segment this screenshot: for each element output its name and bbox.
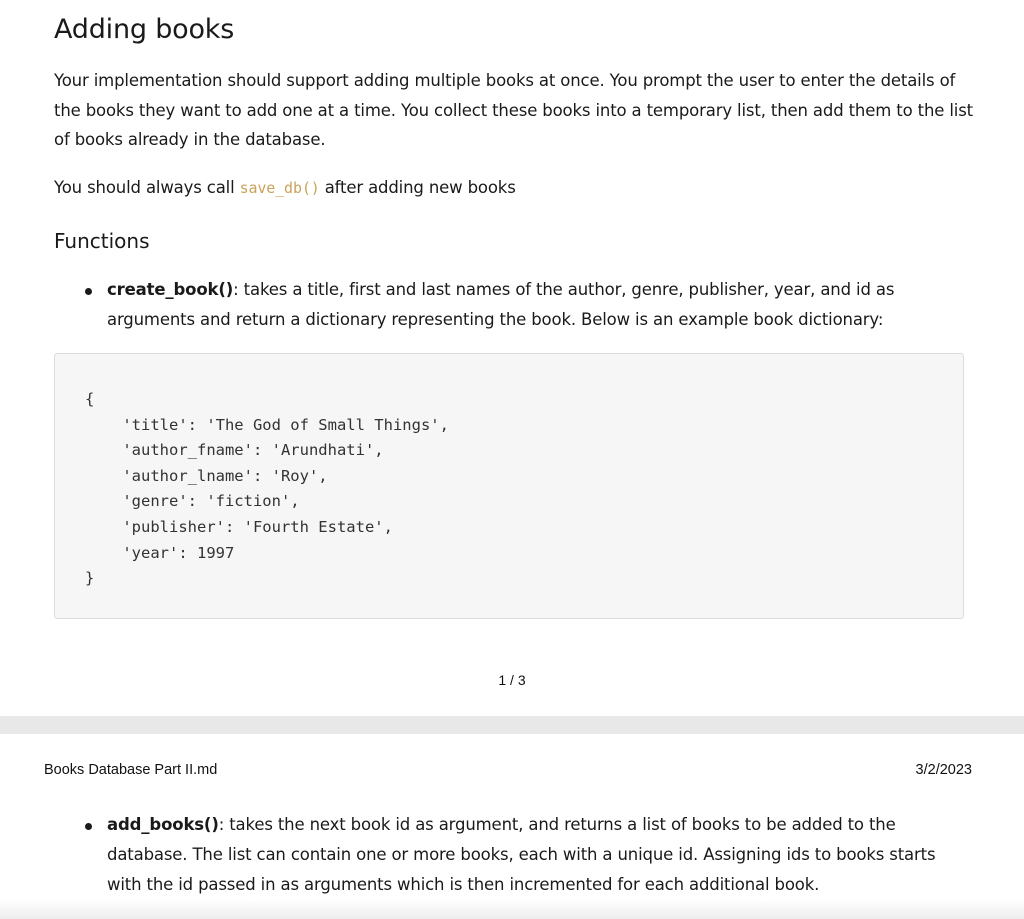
- code-line: 'title': 'The God of Small Things',: [85, 415, 449, 434]
- code-line: 'publisher': 'Fourth Estate',: [85, 517, 393, 536]
- functions-list: [54, 275, 954, 335]
- code-block: [54, 353, 964, 619]
- create-book-function-name: create_book(): [107, 280, 234, 299]
- list-item-add-books: [54, 810, 954, 900]
- page-number: 1 / 3: [498, 672, 526, 688]
- save-db-note-text-after: after adding new books: [319, 178, 516, 197]
- page-separator: [0, 716, 1024, 734]
- add-books-function-name: add_books(): [107, 815, 219, 834]
- intro-paragraph: Your implementation should support adding multiple books at once. You prompt the user to enter the details of the books they want to add one at a time. You collect these books into a temporary list, then add them to the list of books already in the database.: [54, 71, 973, 149]
- create-book-description: : takes a title, first and last names of the author, genre, publisher, year, and id as arguments and return a dictionary representing the book. Below is an example book dictionary:: [107, 280, 895, 329]
- bullet-icon: [85, 288, 92, 295]
- code-line: {: [85, 390, 95, 408]
- bullet-icon: [85, 823, 92, 830]
- document-filename: Books Database Part II.md: [44, 762, 218, 778]
- save-db-note: [54, 173, 974, 204]
- document-date: 3/2/2023: [915, 762, 972, 778]
- functions-list-continued: [54, 810, 954, 900]
- code-line: 'year': 1997: [85, 543, 235, 562]
- code-line: }: [85, 569, 95, 588]
- add-books-description: : takes the next book id as argument, and returns a list of books to be added to the database. The list can contain one or more books, each with a unique id. Assigning ids to books starts with the id passed in as arguments which is then incremented for each additional book.: [107, 815, 936, 894]
- code-line: 'author_lname': 'Roy',: [85, 466, 328, 485]
- page-heading: Adding books: [54, 14, 235, 45]
- code-line: 'genre': 'fiction',: [85, 492, 300, 511]
- bottom-fade: [0, 899, 1024, 919]
- save-db-inline-code: save_db(): [239, 179, 320, 197]
- code-line: 'author_fname': 'Arundhati',: [85, 441, 384, 460]
- code-content: [85, 387, 449, 592]
- functions-subheading: Functions: [54, 229, 150, 253]
- save-db-note-text-before: You should always call: [54, 178, 240, 197]
- list-item-create-book: [54, 275, 954, 335]
